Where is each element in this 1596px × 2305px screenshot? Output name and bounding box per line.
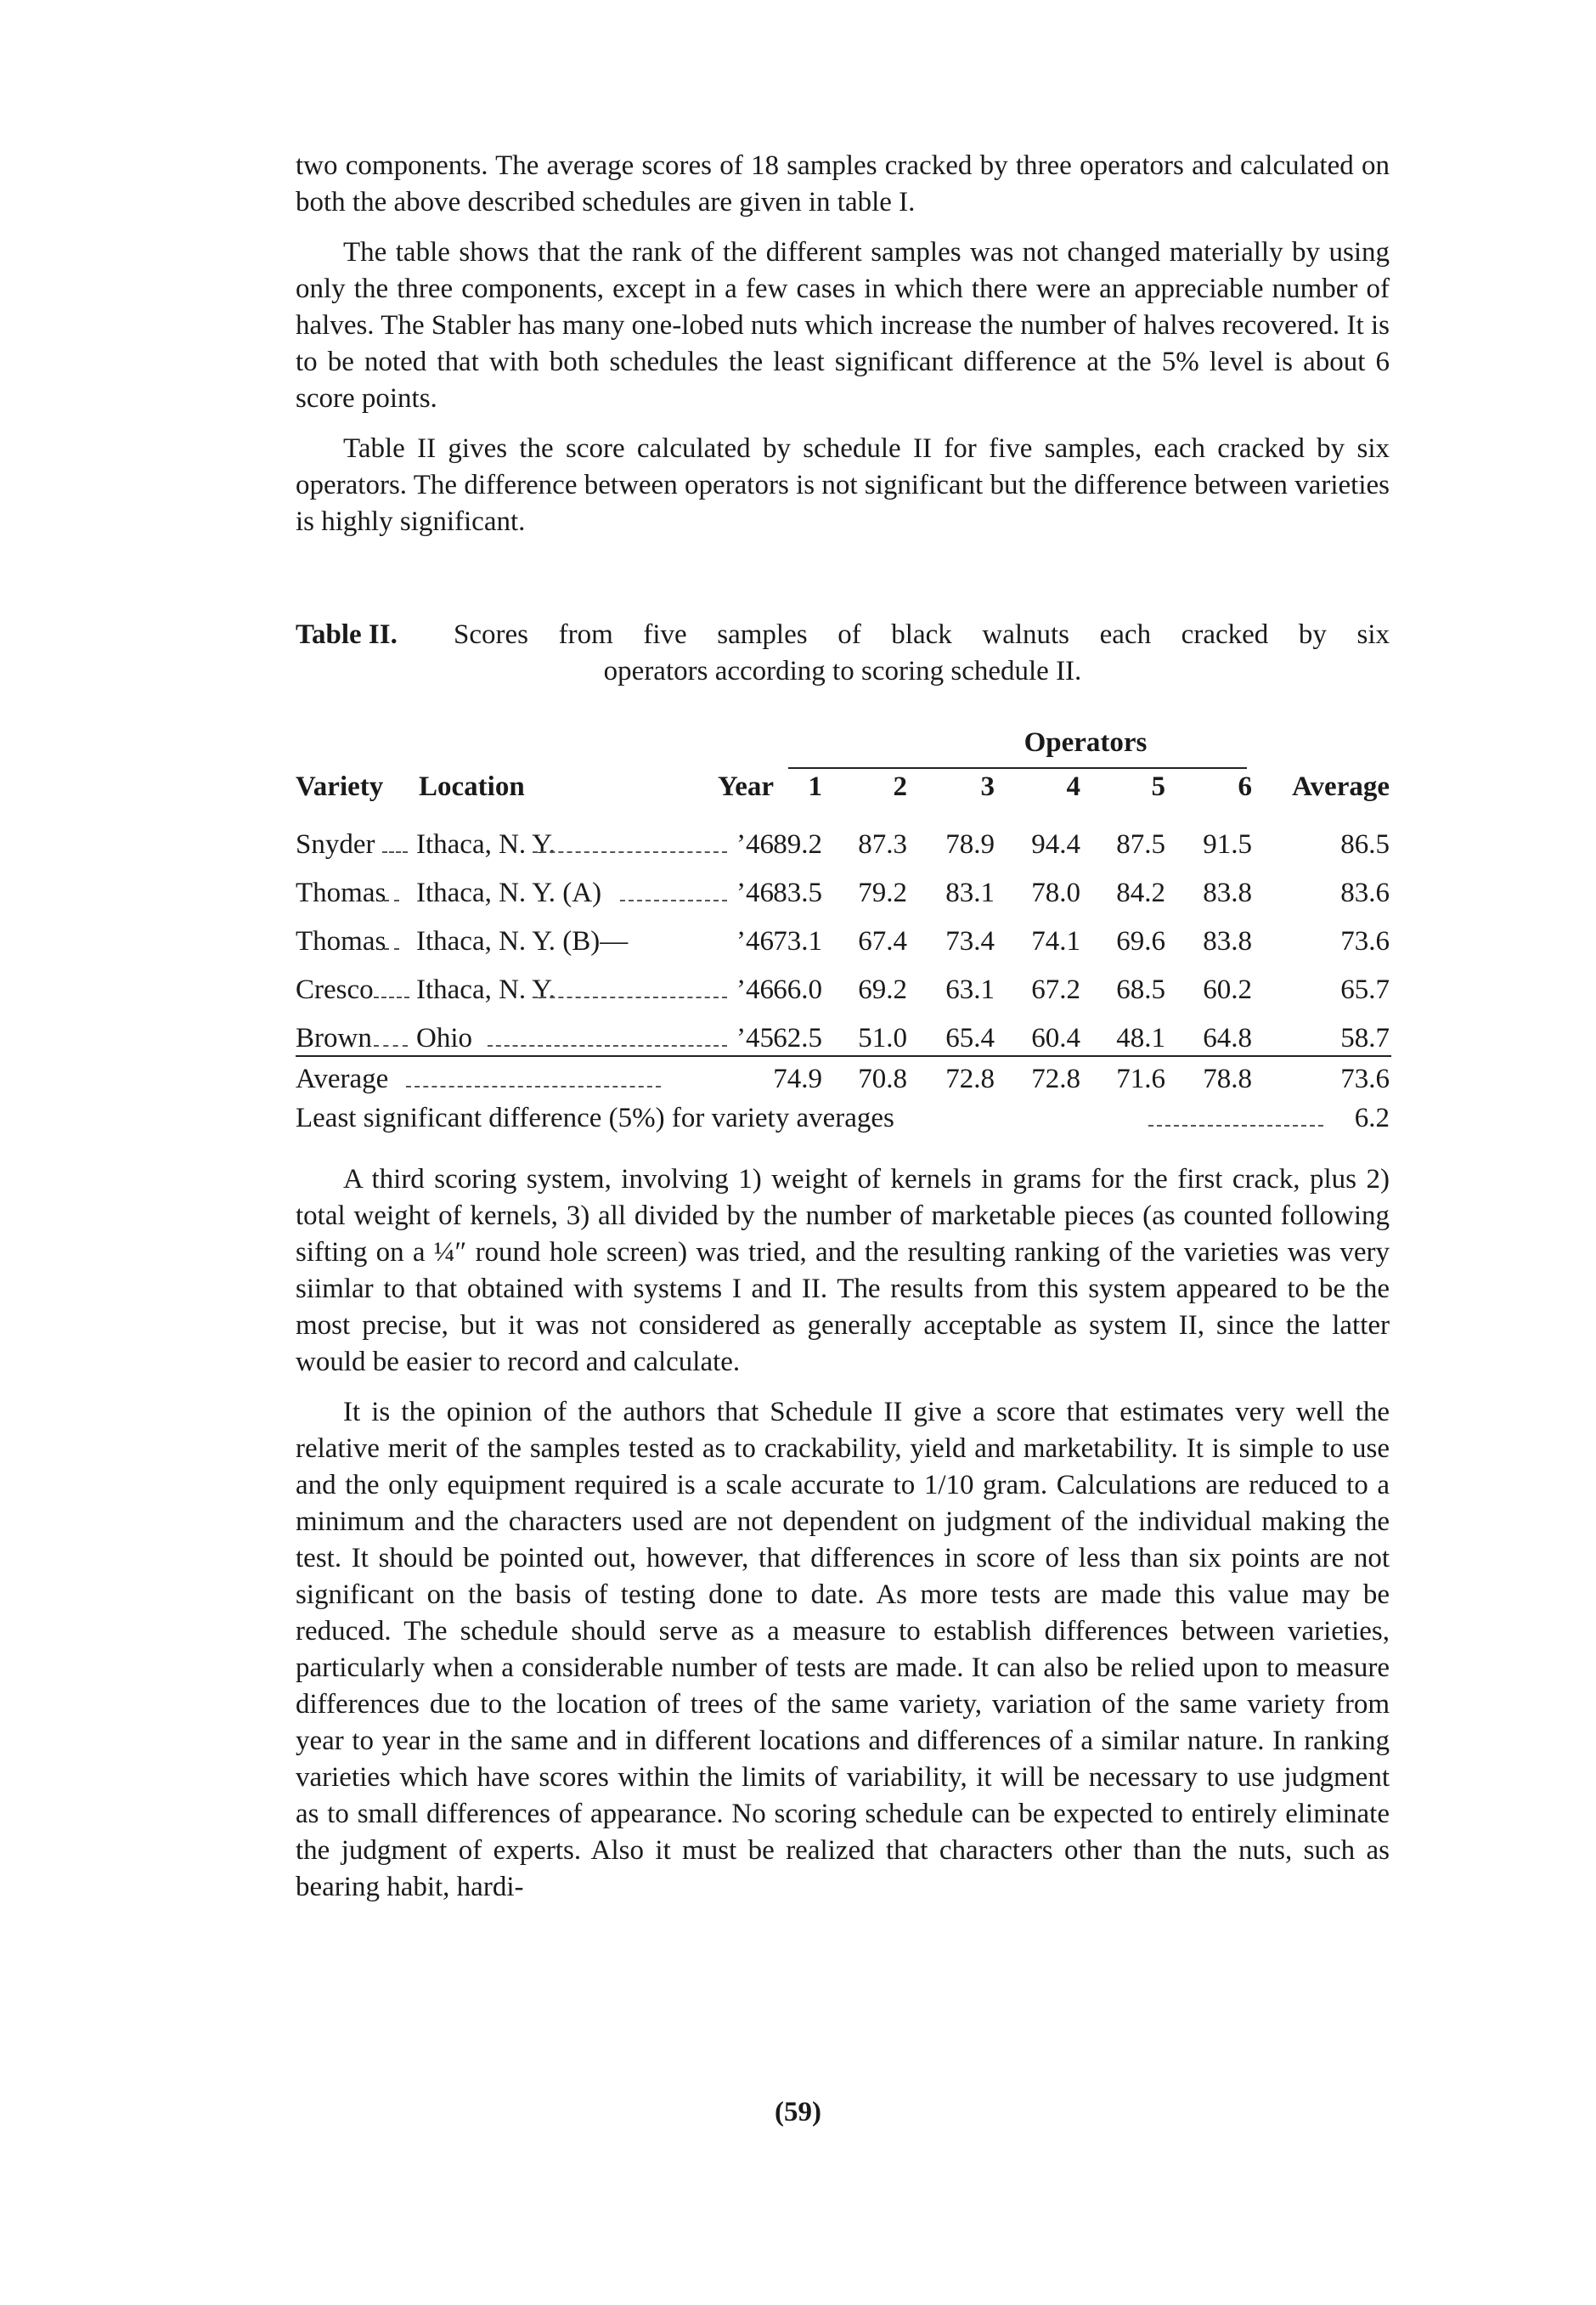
row-value-operator-4: 67.2 — [1031, 975, 1080, 1005]
average-operator-5: 71.6 — [1116, 1064, 1165, 1094]
lsd-value: 6.2 — [1354, 1103, 1390, 1133]
paragraph: The table shows that the rank of the different samples was not changed materially by using only the three components, except in a few cases in which there were an appreciable number of halves. The Stabler has many one-lobed nuts which increase the number of halves recovered. It is to be noted that with both schedules the least significant difference at the 5% level is about 6 score points. — [296, 237, 1390, 414]
dot-leader — [384, 929, 399, 950]
dot-leader — [1148, 1106, 1323, 1127]
row-variety: Brown — [296, 1023, 372, 1054]
row-value-operator-6: 83.8 — [1203, 878, 1252, 908]
row-average: 86.5 — [1340, 829, 1390, 860]
row-variety: Thomas — [296, 878, 386, 908]
row-value-operator-2: 79.2 — [858, 878, 907, 908]
row-value-operator-2: 69.2 — [858, 975, 907, 1005]
average-overall: 73.6 — [1340, 1064, 1390, 1094]
group-header-rule — [788, 767, 1247, 769]
row-value-operator-2: 87.3 — [858, 829, 907, 860]
body-text-bottom — [296, 1161, 1390, 1919]
row-value-operator-6: 91.5 — [1203, 829, 1252, 860]
row-variety: Cresco — [296, 975, 374, 1005]
row-year: ’46 — [736, 829, 774, 860]
header-year: Year — [718, 771, 774, 802]
row-average: 83.6 — [1340, 878, 1390, 908]
table-title-line-2: operators according to scoring schedule II. — [603, 656, 1082, 686]
row-value-operator-5: 68.5 — [1116, 975, 1165, 1005]
row-value-operator-4: 78.0 — [1031, 878, 1080, 908]
row-value-operator-5: 69.6 — [1116, 926, 1165, 957]
row-value-operator-3: 65.4 — [945, 1023, 995, 1054]
row-value-operator-6: 60.2 — [1203, 975, 1252, 1005]
row-value-operator-2: 67.4 — [858, 926, 907, 957]
average-label: Average — [296, 1064, 389, 1094]
row-value-operator-2: 51.0 — [858, 1023, 907, 1054]
row-value-operator-5: 84.2 — [1116, 878, 1165, 908]
header-operator-2: 2 — [893, 771, 907, 802]
row-value-operator-4: 94.4 — [1031, 829, 1080, 860]
header-variety: Variety — [296, 771, 384, 802]
average-operator-6: 78.8 — [1203, 1064, 1252, 1094]
row-variety: Snyder — [296, 829, 375, 860]
row-value-operator-4: 60.4 — [1031, 1023, 1080, 1054]
average-operator-4: 72.8 — [1031, 1064, 1080, 1094]
row-average: 58.7 — [1340, 1023, 1390, 1054]
row-average: 73.6 — [1340, 926, 1390, 957]
row-value-operator-1: 62.5 — [773, 1023, 822, 1054]
dot-leader — [384, 881, 399, 901]
row-value-operator-6: 83.8 — [1203, 926, 1252, 957]
dot-leader — [620, 881, 727, 901]
row-value-operator-1: 89.2 — [773, 829, 822, 860]
lsd-label: Least significant difference (5%) for variety averages — [296, 1103, 894, 1133]
dot-leader — [488, 1026, 727, 1047]
header-operator-5: 5 — [1151, 771, 1165, 802]
dot-leader — [533, 978, 727, 998]
table-title-line-1: Scores from five samples of black walnuts each cracked by six — [454, 619, 1390, 650]
row-year: ’46 — [736, 878, 774, 908]
row-location: Ohio — [416, 1023, 472, 1054]
row-location: Ithaca, N. Y. (A) — [416, 878, 602, 908]
header-operator-3: 3 — [980, 771, 995, 802]
operators-group-header: Operators — [1024, 727, 1148, 758]
dot-leader — [374, 978, 409, 998]
row-value-operator-4: 74.1 — [1031, 926, 1080, 957]
row-value-operator-3: 73.4 — [945, 926, 995, 957]
body-text-top — [296, 148, 1390, 554]
dot-leader — [374, 1026, 408, 1047]
row-value-operator-3: 63.1 — [945, 975, 995, 1005]
data-table — [296, 720, 1391, 1145]
row-value-operator-6: 64.8 — [1203, 1023, 1252, 1054]
header-location: Location — [419, 771, 525, 802]
row-value-operator-1: 83.5 — [773, 878, 822, 908]
row-variety: Thomas — [296, 926, 386, 957]
average-operator-3: 72.8 — [945, 1064, 995, 1094]
paragraph: A third scoring system, involving 1) weight of kernels in grams for the first crack, plus 2) total weight of kernels, 3) all divided by the number of marketable pieces (as counted following sifting on a ¼″ round hole screen) was tried, and the resulting ranking of the varieties was very siimlar to that obtained with systems I and II. The results from this system appeared to be the most precise, but it was not considered as generally acceptable as system II, since the latter would be easier to record and calculate. — [296, 1164, 1390, 1377]
page-number: (59) — [775, 2097, 821, 2127]
row-year: ’46 — [736, 975, 774, 1005]
row-average: 65.7 — [1340, 975, 1390, 1005]
row-value-operator-3: 83.1 — [945, 878, 995, 908]
dot-leader — [382, 833, 408, 853]
dot-leader — [406, 1067, 661, 1088]
row-year: ’45 — [736, 1023, 774, 1054]
header-average: Average — [1292, 771, 1390, 802]
row-value-operator-5: 87.5 — [1116, 829, 1165, 860]
table-label: Table II. — [296, 619, 398, 650]
paragraph-continuation: two components. The average scores of 18 samples cracked by three operators and calculated on both the above described schedules are given in table I. — [296, 150, 1390, 218]
row-location: Ithaca, N. Y. (B)— — [416, 926, 629, 957]
row-location: Ithaca, N. Y. — [416, 829, 556, 860]
average-operator-2: 70.8 — [858, 1064, 907, 1094]
row-year: ’46 — [736, 926, 774, 957]
header-operator-6: 6 — [1238, 771, 1252, 802]
header-operator-1: 1 — [808, 771, 822, 802]
header-operator-4: 4 — [1066, 771, 1080, 802]
row-value-operator-3: 78.9 — [945, 829, 995, 860]
row-value-operator-1: 73.1 — [773, 926, 822, 957]
paragraph: Table II gives the score calculated by schedule II for five samples, each cracked by six operators. The difference between operators is not significant but the difference between varieties is highly significant. — [296, 433, 1390, 537]
row-value-operator-1: 66.0 — [773, 975, 822, 1005]
average-operator-1: 74.9 — [773, 1064, 822, 1094]
dot-leader — [533, 833, 727, 853]
paragraph: It is the opinion of the authors that Schedule II give a score that estimates very well the relative merit of the samples tested as to crackability, yield and marketability. It is simple to use and the only equipment required is a scale accurate to 1/10 gram. Calculations are reduced to a minimum and the characters used are not dependent on judgment of the individual making the test. It should be pointed out, however, that differences in score of less than six points are not significant on the basis of testing done to date. As more tests are made this value may be reduced. The schedule should serve as a measure to establish differences between varieties, particularly when a considerable number of tests are made. It can also be relied upon to measure differences due to the location of trees of the same variety, variation of the same variety from year to year in the same and in different locations and differences of a similar nature. In ranking varieties which have scores within the limits of variability, it will be necessary to use judgment as to small differences of appearance. No scoring schedule can be expected to entirely eliminate the judgment of experts. Also it must be realized that characters other than the nuts, such as bearing habit, hardi- — [296, 1397, 1390, 1902]
row-value-operator-5: 48.1 — [1116, 1023, 1165, 1054]
row-location: Ithaca, N. Y. — [416, 975, 556, 1005]
table-rule — [296, 1055, 1391, 1057]
